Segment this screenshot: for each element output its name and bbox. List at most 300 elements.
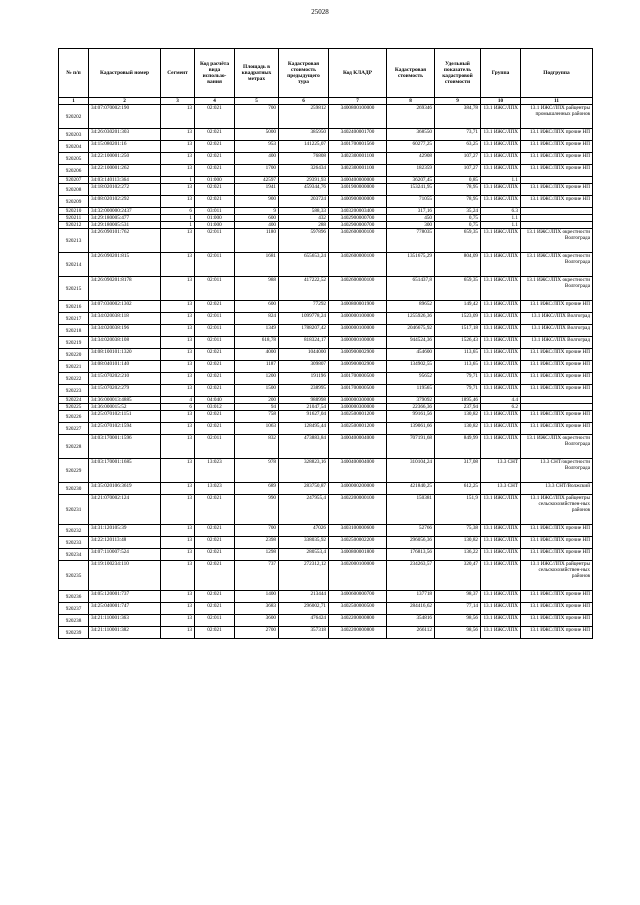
specific-cost-cell: 113,65	[435, 349, 481, 361]
table-row	[59, 325, 593, 337]
specific-cost-cell: 107,27	[435, 165, 481, 177]
cadastral-number-cell: 34:19:100234:110	[89, 561, 161, 591]
column-header: Кадастровая стоимость предыдущего тура	[279, 49, 329, 98]
subgroup-cell	[521, 177, 593, 184]
column-header: № п/п	[59, 49, 89, 98]
table-row	[59, 196, 593, 208]
cadastral-number-cell: 34:35:020106:3619	[89, 483, 161, 495]
segment-cell: 13	[161, 301, 195, 313]
specific-cost-cell: 1523,09	[435, 313, 481, 325]
table-row	[59, 165, 593, 177]
area-cell: 978	[235, 459, 279, 483]
kladr-code-cell: 3402200000800	[329, 627, 387, 639]
table-row	[59, 215, 593, 222]
previous-cost-cell: 141225,07	[279, 141, 329, 153]
specific-cost-cell: 130,82	[435, 537, 481, 549]
cadastral-number-cell: 34:07:110007:524	[89, 549, 161, 561]
row-number-cell: 920208	[59, 184, 89, 196]
row-number-cell: 920222	[59, 373, 89, 385]
column-header: Кадастровая стоимость	[387, 49, 435, 98]
kladr-code-cell: 3402600000100	[329, 253, 387, 277]
specific-cost-cell: 659,35	[435, 277, 481, 301]
table-row	[59, 397, 593, 404]
column-header: Кадастровый номер	[89, 49, 161, 98]
specific-cost-cell: 1895,46	[435, 397, 481, 404]
group-cell: 13.1 ИЖС/ЛПХ	[481, 349, 521, 361]
kladr-code-cell: 3401900000000	[329, 184, 387, 196]
area-cell: 4000	[235, 349, 279, 361]
cadastral-number-cell: 34:03:140113:364	[89, 177, 161, 184]
previous-cost-cell: 597896	[279, 229, 329, 253]
specific-cost-cell: 113,65	[435, 361, 481, 373]
cadastral-number-cell: 34:26:030201:303	[89, 129, 161, 141]
previous-cost-cell: 655653,24	[279, 253, 329, 277]
specific-cost-cell: 78,95	[435, 196, 481, 208]
kladr-code-cell: 3401700000500	[329, 373, 387, 385]
segment-cell: 13	[161, 615, 195, 627]
cadastral-cost-cell: 60277,25	[387, 141, 435, 153]
usage-code-cell: 01:000	[195, 222, 235, 229]
column-number: 3	[161, 98, 195, 105]
column-header: Сегмент	[161, 49, 195, 98]
cadastral-number-cell: 34:08:100101:1320	[89, 349, 161, 361]
row-number-cell: 920203	[59, 129, 89, 141]
usage-code-cell: 02:011	[195, 253, 235, 277]
previous-cost-cell: 213444	[279, 591, 329, 603]
area-cell: 988	[235, 277, 279, 301]
column-number: 7	[329, 98, 387, 105]
previous-cost-cell: 476424	[279, 615, 329, 627]
usage-code-cell: 01:000	[195, 177, 235, 184]
table-row	[59, 361, 593, 373]
table-row	[59, 141, 593, 153]
area-cell: 1200	[235, 373, 279, 385]
specific-cost-cell: 73,71	[435, 129, 481, 141]
kladr-code-cell: 3400400004000	[329, 459, 387, 483]
group-cell: 13.1 ИЖС/ЛПХ	[481, 141, 521, 153]
segment-cell: 13	[161, 561, 195, 591]
kladr-code-cell: 3400800001900	[329, 301, 387, 313]
kladr-code-cell: 3403200003400	[329, 208, 387, 215]
area-cell: 737	[235, 561, 279, 591]
row-number-cell: 920225	[59, 404, 89, 411]
table-row	[59, 411, 593, 423]
column-number: 11	[521, 98, 593, 105]
row-number-cell: 920204	[59, 141, 89, 153]
row-number-cell: 920231	[59, 495, 89, 525]
cadastral-cost-cell: 137718	[387, 591, 435, 603]
usage-code-cell: 02:021	[195, 537, 235, 549]
cadastral-cost-cell: 89652	[387, 301, 435, 313]
cadastral-number-cell: 34:07:030002:1302	[89, 301, 161, 313]
kladr-code-cell: 3402400001700	[329, 129, 387, 141]
cadastral-cost-cell: 150381	[387, 495, 435, 525]
cadastral-number-cell: 34:15:070202:279	[89, 385, 161, 397]
subgroup-cell: 13.1 ИЖС/ЛПХ окрестности Волгограда	[521, 277, 593, 301]
row-number-cell: 920237	[59, 603, 89, 615]
group-cell: 13.3 СНТ	[481, 483, 521, 495]
subgroup-cell	[521, 397, 593, 404]
cadastral-number-cell: 34:21:110001:382	[89, 627, 161, 639]
previous-cost-cell: 338035,92	[279, 537, 329, 549]
usage-code-cell: 13:023	[195, 483, 235, 495]
previous-cost-cell: 588,33	[279, 208, 329, 215]
previous-cost-cell: 47026	[279, 525, 329, 537]
subgroup-cell: 13.1 ИЖС/ЛПХ прочие НП	[521, 361, 593, 373]
previous-cost-cell: 288	[279, 222, 329, 229]
group-cell: 13.1 ИЖС/ЛПХ	[481, 603, 521, 615]
row-number-cell: 920220	[59, 349, 89, 361]
row-number-cell: 920217	[59, 313, 89, 325]
usage-code-cell: 02:011	[195, 229, 235, 253]
cadastral-number-cell: 34:36:000013:4885	[89, 397, 161, 404]
usage-code-cell: 04:040	[195, 397, 235, 404]
usage-code-cell: 02:021	[195, 423, 235, 435]
table-row	[59, 337, 593, 349]
cadastral-cost-cell: 153241,95	[387, 184, 435, 196]
row-number-cell: 920236	[59, 591, 89, 603]
cadastral-number-cell: 34:31:120105:39	[89, 525, 161, 537]
segment-cell: 1	[161, 222, 195, 229]
previous-cost-cell: 1044000	[279, 349, 329, 361]
cadastral-number-cell: 34:21:070002:124	[89, 495, 161, 525]
column-number: 1	[59, 98, 89, 105]
kladr-code-cell: 3402500001200	[329, 411, 387, 423]
segment-cell: 1	[161, 215, 195, 222]
kladr-code-cell: 3400400004000	[329, 435, 387, 459]
group-cell: 13.1 ИЖС/ЛПХ	[481, 627, 521, 639]
specific-cost-cell: 63,25	[435, 141, 481, 153]
kladr-code-cell: 3400900002900	[329, 361, 387, 373]
cadastral-cost-cell: 421840,25	[387, 483, 435, 495]
specific-cost-cell: 384,78	[435, 105, 481, 129]
row-number-cell: 920212	[59, 222, 89, 229]
segment-cell: 1	[161, 177, 195, 184]
column-header: Площадь в квадратных метрах	[235, 49, 279, 98]
segment-cell: 13	[161, 423, 195, 435]
cadastral-number-cell: 34:26:090201:8178	[89, 277, 161, 301]
cadastral-number-cell: 34:05:120001:737	[89, 591, 161, 603]
cadastral-cost-cell: 354816	[387, 615, 435, 627]
area-cell: 400	[235, 222, 279, 229]
segment-cell: 6	[161, 404, 195, 411]
usage-code-cell: 02:021	[195, 301, 235, 313]
row-number-cell: 920232	[59, 525, 89, 537]
cadastral-cost-cell: 71055	[387, 196, 435, 208]
segment-cell: 13	[161, 229, 195, 253]
subgroup-cell	[521, 215, 593, 222]
segment-cell: 13	[161, 129, 195, 141]
cadastral-cost-cell: 52766	[387, 525, 435, 537]
kladr-code-cell: 3402900000700	[329, 215, 387, 222]
previous-cost-cell: 473883,84	[279, 435, 329, 459]
subgroup-cell: 13.1 ИЖС/ЛПХ Волгоград	[521, 325, 593, 337]
specific-cost-cell: 79,71	[435, 385, 481, 397]
page-number: 25028	[311, 8, 329, 16]
cadastral-number-cell: 34:25:070102:1151	[89, 411, 161, 423]
cadastral-cost-cell: 266112	[387, 627, 435, 639]
specific-cost-cell: 1526,43	[435, 337, 481, 349]
usage-code-cell: 02:021	[195, 411, 235, 423]
group-cell: 1.1	[481, 177, 521, 184]
group-cell: 6.3	[481, 208, 521, 215]
group-cell: 13.1 ИЖС/ЛПХ	[481, 253, 521, 277]
row-number-cell: 920215	[59, 277, 89, 301]
specific-cost-cell: 98,56	[435, 627, 481, 639]
segment-cell: 13	[161, 525, 195, 537]
segment-cell: 13	[161, 325, 195, 337]
previous-cost-cell: 128495,44	[279, 423, 329, 435]
subgroup-cell: 13.1 ИЖС/ЛПХ прочие НП	[521, 615, 593, 627]
group-cell: 13.3 СНТ	[481, 459, 521, 483]
subgroup-cell: 13.1 ИЖС/ЛПХ окрестности Волгограда	[521, 435, 593, 459]
segment-cell: 13	[161, 337, 195, 349]
usage-code-cell: 02:021	[195, 495, 235, 525]
cadastral-number-cell: 34:25:070102:1594	[89, 423, 161, 435]
kladr-code-cell: 3400000100000	[329, 313, 387, 325]
segment-cell: 13	[161, 105, 195, 129]
previous-cost-cell: 1788207,42	[279, 325, 329, 337]
cadastral-number-cell: 34:25:040001:747	[89, 603, 161, 615]
previous-cost-cell: 309807	[279, 361, 329, 373]
segment-cell: 13	[161, 141, 195, 153]
kladr-code-cell: 3400000100000	[329, 337, 387, 349]
previous-cost-cell: 77292	[279, 301, 329, 313]
area-cell: 1681	[235, 253, 279, 277]
table-body	[59, 105, 593, 639]
area-cell: 953	[235, 141, 279, 153]
previous-cost-cell: 247955,4	[279, 495, 329, 525]
cadastral-cost-cell: 269346	[387, 105, 435, 129]
kladr-code-cell: 3400800001800	[329, 549, 387, 561]
group-cell: 13.1 ИЖС/ЛПХ	[481, 411, 521, 423]
area-cell: 1187	[235, 361, 279, 373]
table-row	[59, 253, 593, 277]
kladr-code-cell: 3400000100000	[329, 325, 387, 337]
kladr-code-cell: 3400400000000	[329, 177, 387, 184]
group-cell: 13.1 ИЖС/ЛПХ	[481, 361, 521, 373]
kladr-code-cell: 3402600000100	[329, 229, 387, 253]
group-cell: 13.1 ИЖС/ЛПХ	[481, 525, 521, 537]
cadastral-cost-cell: 296056,36	[387, 537, 435, 549]
cadastral-cost-cell: 317,16	[387, 208, 435, 215]
row-number-cell: 920221	[59, 361, 89, 373]
kladr-code-cell: 3402000100000	[329, 561, 387, 591]
column-header: Группа	[481, 49, 521, 98]
column-number: 9	[435, 98, 481, 105]
group-cell: 13.1 ИЖС/ЛПХ	[481, 337, 521, 349]
segment-cell: 13	[161, 385, 195, 397]
subgroup-cell: 13.1 ИЖС/ЛПХ райцентры сельскохозяйствен-ных районов	[521, 495, 593, 525]
column-number: 4	[195, 98, 235, 105]
cadastral-number-cell: 34:34:020038:196	[89, 325, 161, 337]
subgroup-cell: 13.1 ИЖС/ЛПХ прочие НП	[521, 301, 593, 313]
column-number: 2	[89, 98, 161, 105]
table-row	[59, 495, 593, 525]
group-cell: 1.1	[481, 222, 521, 229]
kladr-code-cell: 3400900002900	[329, 349, 387, 361]
specific-cost-cell: 659,35	[435, 229, 481, 253]
segment-cell: 13	[161, 537, 195, 549]
column-header: Удельный показатель кадастровой стоимости	[435, 49, 481, 98]
specific-cost-cell: 151,9	[435, 495, 481, 525]
row-number-cell: 920214	[59, 253, 89, 277]
subgroup-cell: 13.1 ИЖС/ЛПХ прочие НП	[521, 591, 593, 603]
cadastral-number-cell: 34:32:000000:2437	[89, 208, 161, 215]
specific-cost-cell: 35,24	[435, 208, 481, 215]
kladr-code-cell: 3400000300000	[329, 404, 387, 411]
subgroup-cell: 13.1 ИЖС/ЛПХ прочие НП	[521, 627, 593, 639]
segment-cell: 4	[161, 397, 195, 404]
cadastral-cost-cell: 119565	[387, 385, 435, 397]
group-cell: 13.1 ИЖС/ЛПХ	[481, 105, 521, 129]
row-number-cell: 920206	[59, 165, 89, 177]
kladr-code-cell: 3400000200000	[329, 483, 387, 495]
cadastral-cost-cell: 454600	[387, 349, 435, 361]
subgroup-cell: 13.1 ИЖС/ЛПХ окрестности Волгограда	[521, 253, 593, 277]
table-row	[59, 459, 593, 483]
area-cell: 1400	[235, 591, 279, 603]
group-cell: 13.1 ИЖС/ЛПХ	[481, 153, 521, 165]
table-row	[59, 208, 593, 215]
specific-cost-cell: 1517,18	[435, 325, 481, 337]
specific-cost-cell: 107,27	[435, 153, 481, 165]
cadastral-number-cell: 34:03:170001:1596	[89, 435, 161, 459]
subgroup-cell: 13.1 ИЖС/ЛПХ прочие НП	[521, 373, 593, 385]
area-cell: 3600	[235, 615, 279, 627]
area-cell: 1500	[235, 385, 279, 397]
usage-code-cell: 02:021	[195, 141, 235, 153]
subgroup-cell: 13.1 ИЖС/ЛПХ прочие НП	[521, 603, 593, 615]
previous-cost-cell: 29391,93	[279, 177, 329, 184]
kladr-code-cell: 3400000300000	[329, 397, 387, 404]
group-cell: 13.1 ИЖС/ЛПХ	[481, 591, 521, 603]
area-cell: 990	[235, 495, 279, 525]
area-cell: 94	[235, 404, 279, 411]
kladr-code-cell: 3402300001100	[329, 165, 387, 177]
cadastral-number-cell: 34:22:120113:48	[89, 537, 161, 549]
subgroup-cell: 13.1 ИЖС/ЛПХ прочие НП	[521, 153, 593, 165]
previous-cost-cell: 21047,54	[279, 404, 329, 411]
row-number-cell: 920224	[59, 397, 89, 404]
area-cell: 618,78	[235, 337, 279, 349]
row-number-cell: 920229	[59, 459, 89, 483]
cadastral-cost-cell: 300	[387, 222, 435, 229]
usage-code-cell: 02:021	[195, 361, 235, 373]
kladr-code-cell: 3402300001100	[329, 153, 387, 165]
table-row	[59, 222, 593, 229]
cadastral-cost-cell: 368550	[387, 129, 435, 141]
table-row	[59, 603, 593, 615]
group-cell: 13.1 ИЖС/ЛПХ	[481, 373, 521, 385]
cadastral-cost-cell: 1351675,29	[387, 253, 435, 277]
cadastral-cost-cell: 651437,8	[387, 277, 435, 301]
subgroup-cell: 13.1 ИЖС/ЛПХ прочие НП	[521, 423, 593, 435]
subgroup-cell: 13.1 ИЖС/ЛПХ прочие НП	[521, 385, 593, 397]
group-cell: 13.1 ИЖС/ЛПХ	[481, 325, 521, 337]
specific-cost-cell: 136,22	[435, 549, 481, 561]
usage-code-cell: 02:021	[195, 105, 235, 129]
cadastral-number-cell: 34:29:180005:477	[89, 215, 161, 222]
table-row	[59, 105, 593, 129]
row-number-cell: 920219	[59, 337, 89, 349]
kladr-code-cell: 3402900000700	[329, 222, 387, 229]
row-number-cell: 920230	[59, 483, 89, 495]
table-row	[59, 525, 593, 537]
table-row	[59, 549, 593, 561]
cadastral-number-cell: 34:18:020102:272	[89, 184, 161, 196]
table-row	[59, 404, 593, 411]
kladr-code-cell: 3402500002200	[329, 537, 387, 549]
usage-code-cell: 02:011	[195, 325, 235, 337]
kladr-code-cell: 3402500001200	[329, 423, 387, 435]
area-cell: 600	[235, 215, 279, 222]
table-row	[59, 349, 593, 361]
group-cell: 13.1 ИЖС/ЛПХ	[481, 435, 521, 459]
kladr-code-cell: 3402200000100	[329, 495, 387, 525]
usage-code-cell: 02:011	[195, 435, 235, 459]
usage-code-cell: 02:021	[195, 153, 235, 165]
previous-cost-cell: 296002,71	[279, 603, 329, 615]
previous-cost-cell: 432	[279, 215, 329, 222]
previous-cost-cell: 280553,4	[279, 549, 329, 561]
group-cell: 13.1 ИЖС/ЛПХ	[481, 537, 521, 549]
area-cell: 3683	[235, 603, 279, 615]
previous-cost-cell: 272312,12	[279, 561, 329, 591]
usage-code-cell: 02:011	[195, 337, 235, 349]
cadastral-number-cell: 34:08:040101:140	[89, 361, 161, 373]
area-cell: 824	[235, 313, 279, 325]
table-row	[59, 184, 593, 196]
subgroup-cell: 13.1 ИЖС/ЛПХ прочие НП	[521, 129, 593, 141]
segment-cell: 13	[161, 165, 195, 177]
cadastral-number-cell: 34:15:070202:210	[89, 373, 161, 385]
subgroup-cell: 13.3 СНТ/Волжский	[521, 483, 593, 495]
usage-code-cell: 02:021	[195, 525, 235, 537]
cadastral-number-cell: 34:34:020038:118	[89, 313, 161, 325]
previous-cost-cell: 326434	[279, 165, 329, 177]
previous-cost-cell: 283750,87	[279, 483, 329, 495]
cadastral-cost-cell: 36207,45	[387, 177, 435, 184]
area-cell: 200	[235, 397, 279, 404]
cadastral-cost-cell: 284416,62	[387, 603, 435, 615]
usage-code-cell: 02:021	[195, 184, 235, 196]
kladr-code-cell: 3401700001560	[329, 141, 387, 153]
previous-cost-cell: 385950	[279, 129, 329, 141]
usage-code-cell: 02:021	[195, 196, 235, 208]
usage-code-cell: 02:021	[195, 591, 235, 603]
cadastral-number-cell: 34:21:110001:363	[89, 615, 161, 627]
previous-cost-cell: 191196	[279, 373, 329, 385]
table-row	[59, 301, 593, 313]
subgroup-cell: 13.1 ИЖС/ЛПХ окрестности Волгограда	[521, 229, 593, 253]
cadastral-number-cell: 34:03:170001:1685	[89, 459, 161, 483]
cadastral-table	[58, 48, 593, 639]
usage-code-cell: 02:021	[195, 385, 235, 397]
column-number: 6	[279, 98, 329, 105]
cadastral-cost-cell: 99161,56	[387, 411, 435, 423]
group-cell: 1.1	[481, 215, 521, 222]
usage-code-cell: 02:011	[195, 313, 235, 325]
kladr-code-cell: 3400900000000	[329, 196, 387, 208]
segment-cell: 13	[161, 361, 195, 373]
subgroup-cell: 13.1 ИЖС/ЛПХ райцентры сельскохозяйствен-ных районов	[521, 561, 593, 591]
table-row	[59, 627, 593, 639]
segment-cell: 13	[161, 184, 195, 196]
table-row	[59, 561, 593, 591]
area-cell: 700	[235, 525, 279, 537]
group-cell: 13.1 ИЖС/ЛПХ	[481, 313, 521, 325]
